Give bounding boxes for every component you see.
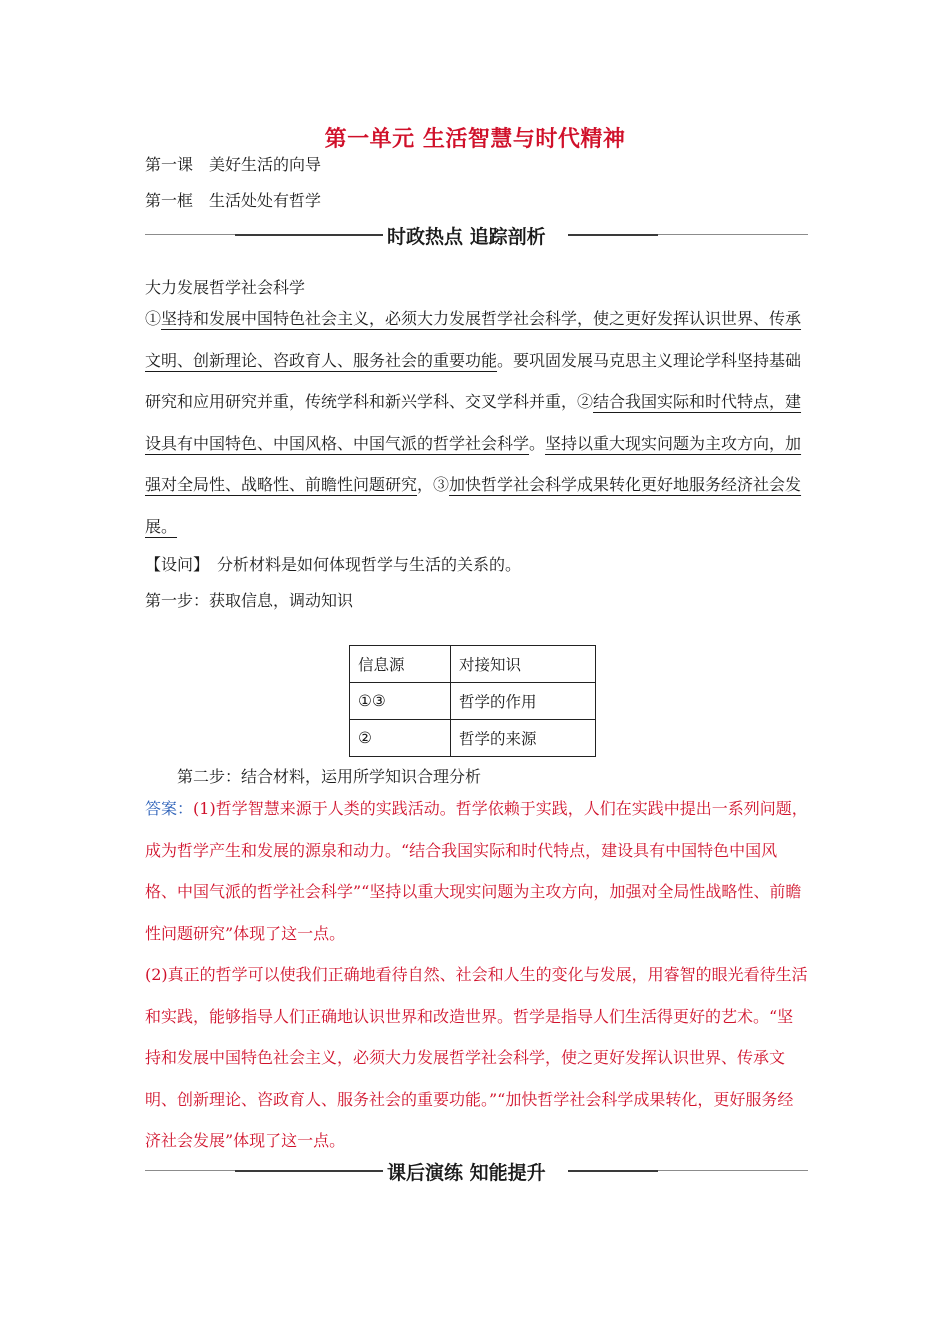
question-tag: 【设问】: [145, 555, 202, 574]
table-cell: 哲学的来源: [451, 720, 596, 757]
table-row: [350, 646, 596, 683]
step-two: 第二步：结合材料，运用所学知识合理分析: [177, 767, 482, 786]
divider-rule-right-thin: [658, 234, 808, 235]
section-title-practice: 课后演练 知能提升: [383, 1158, 550, 1185]
divider-rule-right: [568, 234, 658, 236]
material-title: 大力发展哲学社会科学: [145, 278, 306, 297]
divider-rule-left: [235, 1170, 385, 1172]
divider-rule-left-thin: [145, 1170, 235, 1171]
divider-rule-left-thin: [145, 234, 235, 235]
divider-rule-right: [568, 1170, 658, 1172]
material-underline-2: 结合我国实际和时代特点，建设具有中国特色、中国风格、中国气派的哲学社会科学: [145, 392, 802, 453]
material-underline-1: 坚持和发展中国特色社会主义，必须大力发展哲学社会科学，使之更好发挥认识世界、传承文明、创新理论、咨政育人、服务社会的重要功能: [145, 309, 802, 370]
answer-text-2: (2)真正的哲学可以使我们正确地看待自然、社会和人生的变化与发展，用睿智的眼光看待生活和实践，能够指导人们正确地认识世界和改造世界。哲学是指导人们生活得更好的艺术。“坚持和发展中国特色社会主义，必须大力发展哲学社会科学，使之更好发挥认识世界、传承文明、创新理论、咨政育人、服务社会的重要功能。”“加快哲学社会科学成果转化，更好服务经济社会发展”体现了这一点。: [145, 965, 808, 1150]
answer-colon: ：: [177, 799, 194, 818]
lesson-heading: 第一课 美好生活的向导: [145, 155, 322, 174]
answer-label: 答案: [145, 799, 178, 818]
divider-rule-right-thin: [658, 1170, 808, 1171]
table-row: [350, 720, 596, 757]
table-row: [350, 683, 596, 720]
info-table: [349, 645, 596, 757]
step-one: 第一步：获取信息，调动知识: [145, 591, 354, 610]
question-text: 分析材料是如何体现哲学与生活的关系的。: [201, 555, 522, 574]
section-divider-news: [145, 222, 808, 248]
table-header-cell: 信息源: [350, 646, 451, 683]
question-line: [145, 552, 521, 575]
answer-text-1: (1)哲学智慧来源于人类的实践活动。哲学依赖于实践，人们在实践中提出一系列问题，成为哲学产生和发展的源泉和动力。“结合我国实际和时代特点，建设具有中国特色中国风格、中国气派的哲学社会科学”“坚持以重大现实问题为主攻方向，加强对全局性战略性、前瞻性问题研究”体现了这一点。: [145, 799, 808, 943]
section-title-news: 时政热点 追踪剖析: [383, 222, 550, 249]
material-text: 。要巩固发展马克思主义理论学科坚持基础研究和应用研究并重，传统学科和新兴学科、交叉学科并重，②: [145, 350, 802, 411]
table-cell: ②: [350, 720, 451, 757]
table-header-cell: 对接知识: [451, 646, 596, 683]
material-underline-3: 坚持以重大现实问题为主攻方向，加强对全局性、战略性、前瞻性问题研究: [145, 433, 802, 494]
material-text: 。: [529, 433, 546, 453]
table-cell: ①③: [350, 683, 451, 720]
material-text: ①: [145, 309, 162, 328]
section-divider-practice: [145, 1158, 808, 1184]
answer-part-1: [145, 788, 808, 954]
material-text: ，③: [417, 475, 450, 494]
table-cell: 哲学的作用: [451, 683, 596, 720]
material-paragraph: [145, 298, 808, 547]
divider-rule-left: [235, 234, 385, 236]
material-underline-4: 加快哲学社会科学成果转化更好地服务经济社会发展。: [145, 475, 802, 536]
frame-heading: 第一框 生活处处有哲学: [145, 191, 322, 210]
answer-part-2: [145, 954, 808, 1162]
unit-title: 第一单元 生活智慧与时代精神: [324, 127, 626, 152]
